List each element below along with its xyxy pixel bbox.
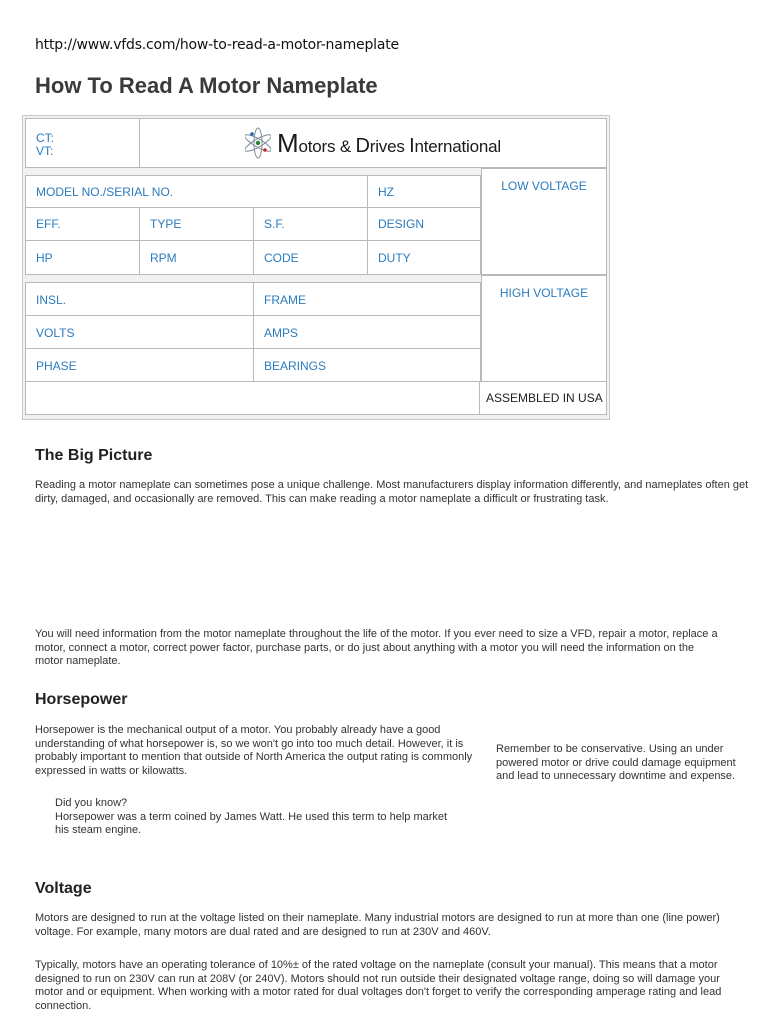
hz-label: HZ [378, 185, 394, 199]
assembled-label: ASSEMBLED IN USA [486, 391, 603, 405]
voltage-heading: Voltage [35, 880, 92, 897]
motor-nameplate [22, 115, 610, 420]
atom-icon [245, 125, 271, 161]
hz-cell [367, 175, 481, 209]
blank-cell [25, 381, 481, 415]
did-you-know-box [55, 797, 455, 838]
duty-label: DUTY [378, 250, 411, 265]
high-voltage-label: HIGH VOLTAGE [499, 286, 589, 300]
insl-cell [25, 282, 255, 317]
horsepower-side-note: Remember to be conservative. Using an under powered motor or drive could damage equipment and lead to unnecessary downtime and expense. [496, 743, 736, 782]
big-picture-heading: The Big Picture [35, 447, 153, 464]
did-you-know-fact: Horsepower was a term coined by James Watt. He used this term to help market his steam engine. [55, 810, 448, 836]
high-voltage-cell [481, 275, 607, 383]
hp-label: HP [36, 250, 53, 265]
bearings-cell [253, 348, 481, 383]
amps-cell [253, 315, 481, 350]
assembled-cell [479, 381, 607, 415]
ct-label: CT: [36, 131, 54, 145]
model-cell [25, 175, 369, 209]
sf-cell [253, 207, 369, 241]
low-voltage-cell [481, 168, 607, 275]
logo-cell [139, 118, 607, 168]
low-voltage-label: LOW VOLTAGE [501, 179, 587, 193]
code-label: CODE [264, 250, 299, 265]
insl-label: INSL. [36, 292, 67, 307]
page-title: How To Read A Motor Nameplate [35, 73, 378, 98]
type-label: TYPE [150, 217, 182, 231]
eff-cell [25, 207, 141, 241]
company-logo [140, 119, 606, 167]
horsepower-paragraph: Horsepower is the mechanical output of a motor. You probably already have a good understanding of what horsepower is, so we won't go into too much detail. However, it is probably important to mention that outside of North America the output rating is commonly expressed in watts or kilowatts. [35, 724, 473, 777]
design-label: DESIGN [378, 217, 425, 231]
eff-label: EFF. [36, 217, 61, 231]
rpm-cell [139, 240, 255, 275]
model-label: MODEL NO./SERIAL NO. [36, 185, 174, 199]
sf-label: S.F. [264, 217, 285, 231]
design-cell [367, 207, 481, 241]
hp-cell [25, 240, 141, 275]
volts-label: VOLTS [36, 325, 75, 340]
phase-cell [25, 348, 255, 383]
voltage-paragraph-2: Typically, motors have an operating tolerance of 10%± of the rated voltage on the nameplate (consult your manual). This means that a motor designed to run on 230V can run at 208V (or 240V). Motors should not run outside their designated voltage range, doing so will damage your motor and or equipment. When working with a motor rated for dual voltages don't forget to verify the corresponding amperage rating and lead connection. [35, 959, 722, 1012]
duty-cell [367, 240, 481, 275]
big-picture-paragraph-1: Reading a motor nameplate can sometimes pose a unique challenge. Most manufacturers display information differently, and nameplates often get dirty, damaged, and occasionally are removed. This can make reading a motor nameplate a difficult or frustrating task. [35, 479, 749, 505]
page-url[interactable]: http://www.vfds.com/how-to-read-a-motor-nameplate [35, 37, 399, 53]
amps-label: AMPS [264, 325, 299, 340]
code-cell [253, 240, 369, 275]
frame-label: FRAME [264, 292, 306, 307]
bearings-label: BEARINGS [264, 358, 327, 373]
rpm-label: RPM [150, 250, 177, 265]
ct-vt-cell [25, 118, 141, 168]
type-cell [139, 207, 255, 241]
vt-label: VT: [36, 144, 54, 158]
horsepower-heading: Horsepower [35, 691, 128, 708]
phase-label: PHASE [36, 358, 77, 373]
voltage-paragraph-1: Motors are designed to run at the voltage listed on their nameplate. Many industrial motors are designed to run at more than one (line power) voltage. For example, many motors are dual rated and are designed to run at 230V and 460V. [35, 912, 720, 938]
big-picture-paragraph-2: You will need information from the motor nameplate throughout the life of the motor. If you ever need to size a VFD, repair a motor, replace a motor, connect a motor, correct power factor, purchase parts, or do just about anything with a motor you will need the information on the motor nameplate. [35, 628, 718, 667]
frame-cell [253, 282, 481, 317]
company-name: Motors & Drives International [277, 127, 501, 158]
volts-cell [25, 315, 255, 350]
did-you-know-label: Did you know? [55, 797, 128, 809]
